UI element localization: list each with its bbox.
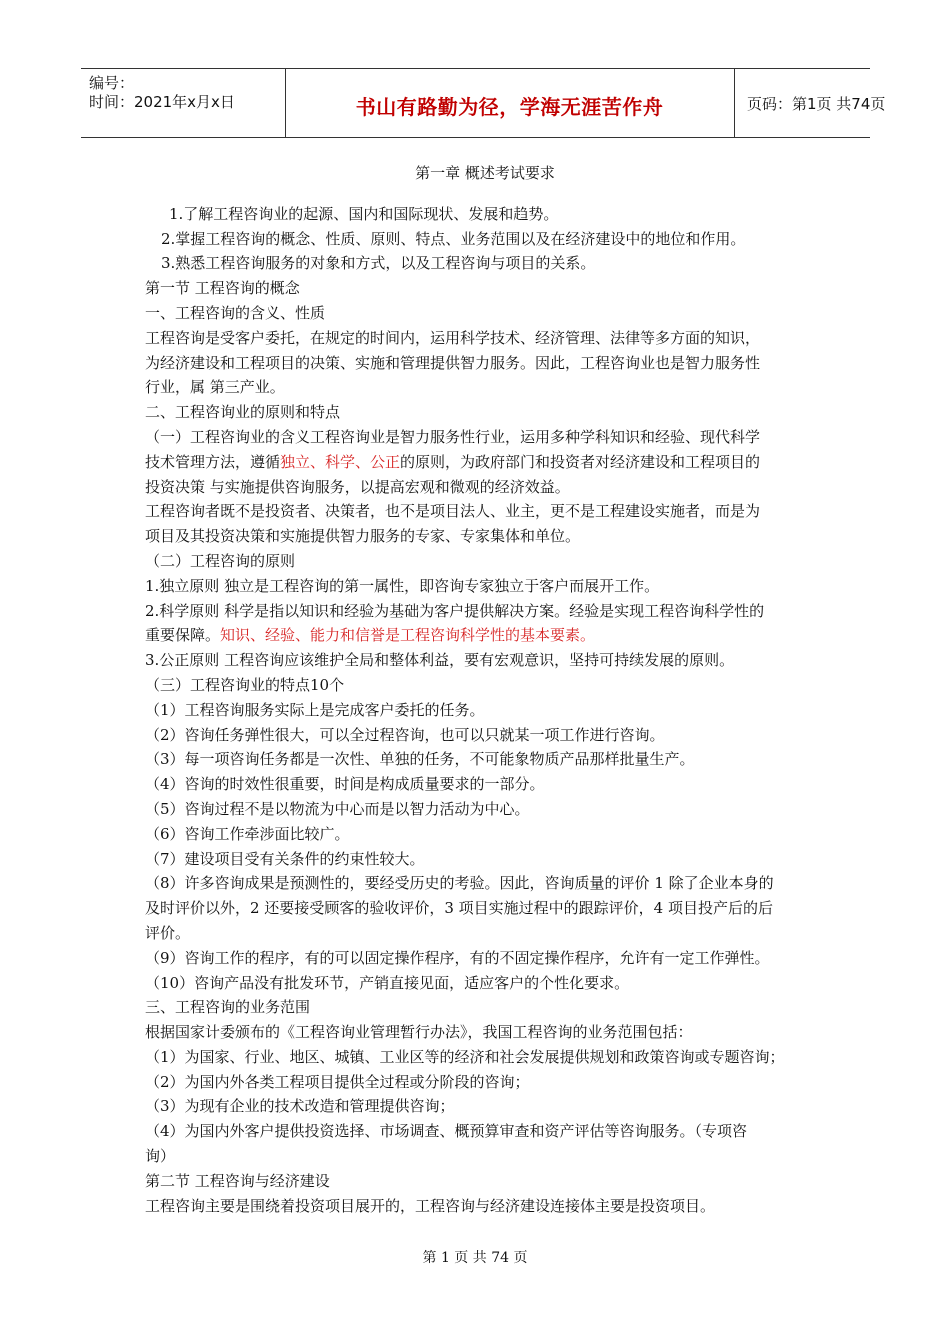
subpart-title: （三）工程咨询业的特点10个: [145, 675, 345, 694]
section-title: 第一节 工程咨询的概念: [145, 279, 300, 298]
paragraph-line: 工程咨询是受客户委托，在规定的时间内，运用科学技术、经济管理、法律等多方面的知识，: [145, 328, 761, 347]
scope-item: （4）为国内外客户提供投资选择、市场调查、概预算审查和资产评估等咨询服务。（专项咨: [145, 1122, 748, 1141]
header-info-cell: [81, 69, 286, 137]
feature-item: （1）工程咨询服务实际上是完成客户委托的任务。: [145, 700, 485, 719]
feature-item: （4）咨询的时效性很重要，时间是构成质量要求的一部分。: [145, 775, 545, 794]
header-page-cell: [735, 69, 886, 137]
principle-item: [145, 623, 825, 648]
highlight-text: 知识、经验、能力和信誉是工程咨询科学性的基本要素。: [220, 626, 596, 645]
scope-item: 询）: [145, 1147, 176, 1166]
document-header: [81, 68, 886, 138]
chapter-title: 第一章 概述考试要求: [415, 164, 555, 182]
number-label: 编号：: [89, 74, 135, 92]
time-label: 时间：2021年x月x日: [89, 93, 235, 111]
feature-item: （5）咨询过程不是以物流为中心而是以智力活动为中心。: [145, 799, 530, 818]
motto: 书山有路勤为径，学海无涯苦作舟: [355, 95, 664, 119]
requirement-item: 3.熟悉工程咨询服务的对象和方式，以及工程咨询与项目的关系。: [161, 254, 596, 273]
feature-item: （2）咨询任务弹性很大，可以全过程咨询，也可以只就某一项工作进行咨询。: [145, 725, 665, 744]
text-span: 技术管理方法，遵循: [145, 452, 281, 471]
feature-item: 及时评价以外，2 还要接受顾客的验收评价，3 项目实施过程中的跟踪评价，4 项目投产后的后: [145, 899, 773, 918]
header-motto-cell: [285, 69, 735, 137]
feature-item: （3）每一项咨询任务都是一次性、单独的任务，不可能象物质产品那样批量生产。: [145, 750, 695, 769]
principle-item: 3.公正原则 工程咨询应该维护全局和整体利益，要有宏观意识，坚持可持续发展的原则。: [145, 651, 735, 670]
page-footer: 第 1 页 共 74 页: [422, 1250, 528, 1266]
paragraph-line: （一）工程咨询业的含义工程咨询业是智力服务性行业，运用多种学科知识和经验、现代科学: [145, 427, 761, 446]
principle-item: 1.独立原则 独立是工程咨询的第一属性，即咨询专家独立于客户而展开工作。: [145, 576, 660, 595]
document-body: [145, 157, 825, 1218]
feature-item: 评价。: [145, 923, 191, 942]
feature-item: （7）建设项目受有关条件的约束性较大。: [145, 849, 425, 868]
part-title: 三、工程咨询的业务范围: [145, 998, 311, 1017]
requirement-item: 1.了解工程咨询业的起源、国内和国际现状、发展和趋势。: [169, 204, 559, 223]
highlight-text: 独立、科学、公正: [280, 452, 401, 471]
paragraph-line: 项目及其投资决策和实施提供智力服务的专家、专家集体和单位。: [145, 527, 581, 546]
paragraph-line: 行业，属 第三产业。: [145, 378, 285, 397]
scope-item: （2）为国内外各类工程项目提供全过程或分阶段的咨询；: [145, 1072, 530, 1091]
paragraph-line: 投资决策 与实施提供咨询服务，以提高宏观和微观的经济效益。: [145, 477, 570, 496]
principle-item: 2.科学原则 科学是指以知识和经验为基础为客户提供解决方案。经验是实现工程咨询科学性的: [145, 601, 765, 620]
paragraph-line: 工程咨询主要是围绕着投资项目展开的，工程咨询与经济建设连接体主要是投资项目。: [145, 1196, 716, 1215]
part-title: 一、工程咨询的含义、性质: [145, 303, 326, 322]
subpart-title: （二）工程咨询的原则: [145, 551, 296, 570]
part-title: 二、工程咨询业的原则和特点: [145, 403, 341, 422]
scope-item: （3）为现有企业的技术改造和管理提供咨询；: [145, 1097, 455, 1116]
scope-item: 根据国家计委颁布的《工程咨询业管理暂行办法》，我国工程咨询的业务范围包括：: [145, 1023, 693, 1042]
section-title: 第二节 工程咨询与经济建设: [145, 1171, 330, 1190]
scope-item: （1）为国家、行业、地区、城镇、工业区等的经济和社会发展提供规划和政策咨询或专题咨询；: [145, 1047, 785, 1066]
feature-item: （6）咨询工作牵涉面比较广。: [145, 824, 350, 843]
text-span: 的原则，为政府部门和投资者对经济建设和工程项目的: [400, 452, 761, 471]
feature-item: （9）咨询工作的程序，有的可以固定操作程序，有的不固定操作程序，允许有一定工作弹性。: [145, 948, 770, 967]
paragraph-line: [145, 450, 825, 475]
paragraph-line: 工程咨询者既不是投资者、决策者，也不是项目法人、业主，更不是工程建设实施者，而是为: [145, 502, 761, 521]
requirement-item: 2.掌握工程咨询的概念、性质、原则、特点、业务范围以及在经济建设中的地位和作用。: [161, 229, 746, 248]
feature-item: （8）许多咨询成果是预测性的，要经受历史的考验。因此，咨询质量的评价 1 除了企业本身的: [145, 874, 774, 893]
text-span: 重要保障。: [145, 626, 221, 645]
page-info: 页码：第1页 共74页: [747, 95, 886, 113]
paragraph-line: 为经济建设和工程项目的决策、实施和管理提供智力服务。因此，工程咨询业也是智力服务性: [145, 353, 761, 372]
feature-item: （10）咨询产品没有批发环节，产销直接见面，适应客户的个性化要求。: [145, 973, 630, 992]
